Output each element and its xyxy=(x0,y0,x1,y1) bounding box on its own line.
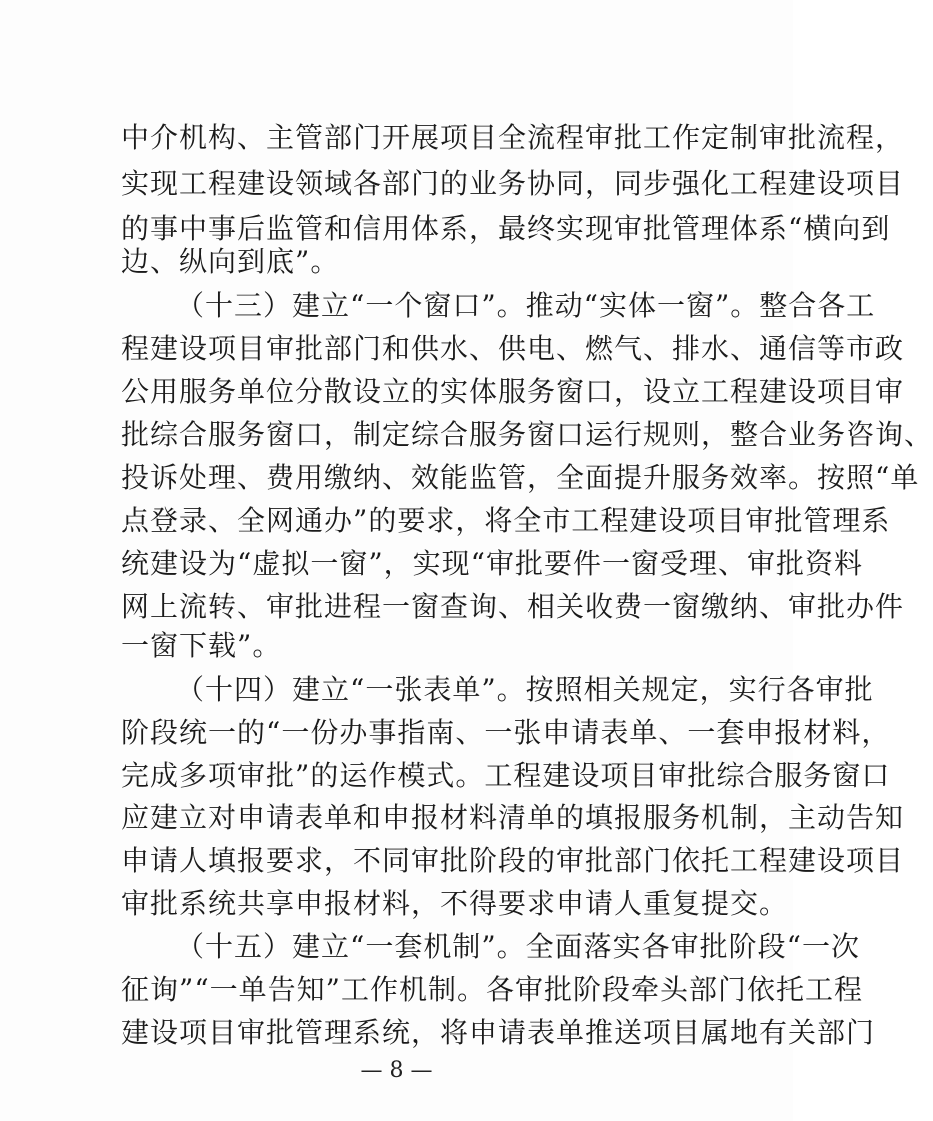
text-line: 申请人填报要求，不同审批阶段的审批部门依托工程建设项目 xyxy=(121,844,905,877)
text-line: 的事中事后监管和信用体系，最终实现审批管理体系“横向到 xyxy=(121,212,891,245)
text-line: 点登录、全网通办”的要求，将全市工程建设项目审批管理系 xyxy=(121,504,891,537)
text-line: 投诉处理、费用缴纳、效能监管，全面提升服务效率。按照“单 xyxy=(121,461,920,494)
text-line: 建设项目审批管理系统，将申请表单推送项目属地有关部门 xyxy=(121,1016,876,1049)
text-line: 程建设项目审批部门和供水、供电、燃气、排水、通信等市政 xyxy=(121,332,905,365)
text-line: 阶段统一的“一份办事指南、一张申请表单、一套申报材料， xyxy=(121,716,891,749)
paragraph-first-line: （十三）建立“一个窗口”。推动“实体一窗”。整合各工 xyxy=(176,289,876,322)
text-line: 网上流转、审批进程一窗查询、相关收费一窗缴纳、审批办件 xyxy=(121,590,905,623)
text-line: 批综合服务窗口，制定综合服务窗口运行规则，整合业务咨询、 xyxy=(121,418,933,451)
text-line: 一窗下载”。 xyxy=(121,629,282,662)
text-line: 完成多项审批”的运作模式。工程建设项目审批综合服务窗口 xyxy=(121,759,891,792)
text-line: 应建立对申请表单和申报材料清单的填报服务机制，主动告知 xyxy=(121,801,905,834)
paragraph-first-line: （十四）建立“一张表单”。按照相关规定，实行各审批 xyxy=(176,673,874,706)
page-number: — 8 — xyxy=(360,1058,433,1083)
text-line: 统建设为“虚拟一窗”，实现“审批要件一窗受理、审批资料 xyxy=(121,547,863,580)
paragraph-first-line: （十五）建立“一套机制”。全面落实各审批阶段“一次 xyxy=(176,930,860,963)
text-line: 审批系统共享申报材料，不得要求申请人重复提交。 xyxy=(121,887,789,920)
text-line: 中介机构、主管部门开展项目全流程审批工作定制审批流程， xyxy=(121,121,905,154)
text-line: 征询”“一单告知”工作机制。各审批阶段牵头部门依托工程 xyxy=(121,973,863,1006)
text-line: 边、纵向到底”。 xyxy=(121,245,340,278)
text-line: 实现工程建设领域各部门的业务协同，同步强化工程建设项目 xyxy=(121,167,905,200)
text-line: 公用服务单位分散设立的实体服务窗口，设立工程建设项目审 xyxy=(121,375,905,408)
